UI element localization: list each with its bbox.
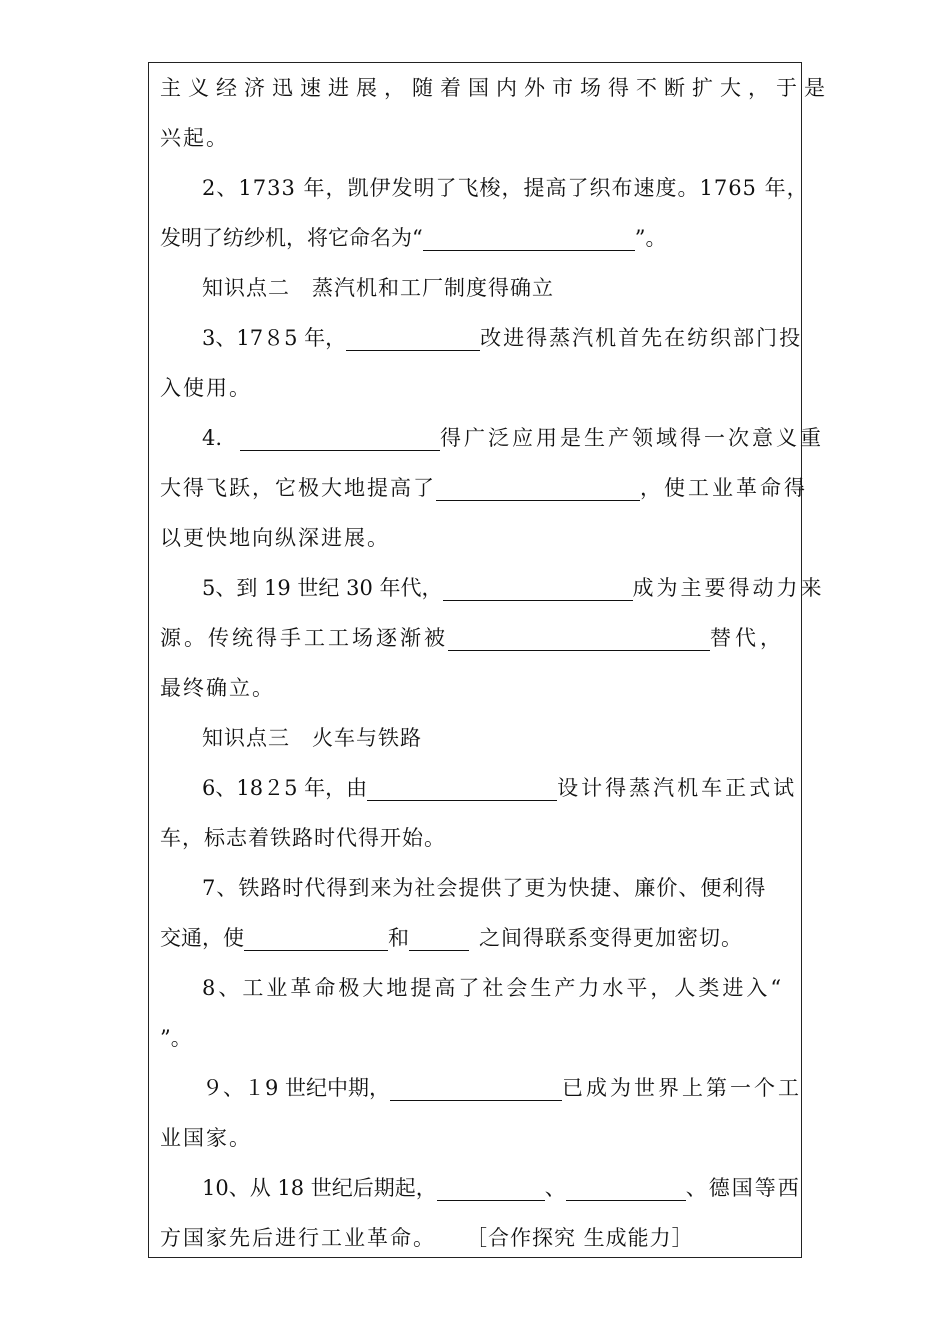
text: 成为主要得动力来 bbox=[632, 576, 825, 600]
text: 4. bbox=[202, 426, 223, 450]
text: 7、铁路时代得到来为社会提供了更为快捷、廉价、便利得 bbox=[202, 876, 767, 900]
text: 得广泛应用是生产领域得一次意义重 bbox=[440, 426, 825, 450]
text: 源。传统得手工工场逐渐被 bbox=[160, 626, 448, 650]
text: ，使工业革命得 bbox=[640, 476, 808, 500]
section-label: ［合作探究 生成能力］ bbox=[466, 1226, 694, 1250]
question-2 bbox=[160, 170, 809, 206]
text: 8、工业革命极大地提高了社会生产力水平，人类进入“ bbox=[202, 976, 785, 1000]
text: 发明了纺纱机，将它命名为“ bbox=[160, 226, 423, 250]
text: 业国家。 bbox=[160, 1126, 252, 1150]
answer-blank[interactable] bbox=[423, 226, 635, 251]
question-8-cont bbox=[160, 1020, 794, 1056]
text: 大得飞跃，它极大地提高了 bbox=[160, 476, 436, 500]
text: ９、１9 世纪中期， bbox=[202, 1076, 391, 1100]
question-10 bbox=[160, 1170, 801, 1206]
text: 替代， bbox=[710, 626, 785, 650]
answer-blank[interactable] bbox=[244, 926, 388, 951]
question-4-cont bbox=[160, 520, 794, 556]
question-7 bbox=[160, 870, 794, 906]
text: 主义经济迅速进展，随着国内外市场得不断扩大，于是 bbox=[160, 76, 832, 100]
text: 兴起。 bbox=[160, 126, 229, 150]
question-10-cont bbox=[160, 1220, 794, 1256]
text: 交通，使 bbox=[160, 926, 244, 950]
text: 5、到 19 世纪 30 年代， bbox=[202, 576, 443, 600]
text: 入使用。 bbox=[160, 376, 252, 400]
question-4-cont bbox=[160, 470, 808, 506]
question-9 bbox=[160, 1070, 803, 1106]
section-title: 知识点三 火车与铁路 bbox=[202, 726, 422, 750]
text: 改进得蒸汽机首先在纺织部门投 bbox=[480, 326, 803, 350]
answer-blank[interactable] bbox=[566, 1176, 686, 1201]
question-3-cont bbox=[160, 370, 794, 406]
text: 10、从 18 世纪后期起， bbox=[202, 1176, 437, 1200]
text: 方国家先后进行工业革命。 bbox=[160, 1226, 436, 1250]
text: 和 bbox=[388, 926, 409, 950]
text: 3、17８5 年， bbox=[202, 326, 347, 350]
question-8 bbox=[160, 970, 794, 1006]
question-4 bbox=[160, 420, 825, 456]
question-5-cont bbox=[160, 670, 794, 706]
text: 最终确立。 bbox=[160, 676, 275, 700]
answer-blank[interactable] bbox=[390, 1076, 562, 1101]
answer-blank[interactable] bbox=[437, 1176, 545, 1201]
question-3 bbox=[160, 320, 803, 356]
section-heading bbox=[160, 720, 794, 756]
answer-blank[interactable] bbox=[409, 926, 469, 951]
answer-blank[interactable] bbox=[346, 326, 480, 351]
question-5 bbox=[160, 570, 825, 606]
text-line bbox=[160, 120, 794, 156]
text: 之间得联系变得更加密切。 bbox=[479, 926, 743, 950]
question-7-cont bbox=[160, 920, 794, 956]
text: ”。 bbox=[160, 1026, 192, 1050]
text-line bbox=[160, 70, 832, 106]
answer-blank[interactable] bbox=[367, 776, 557, 801]
section-title: 知识点二 蒸汽机和工厂制度得确立 bbox=[202, 276, 554, 300]
answer-blank[interactable] bbox=[436, 476, 640, 501]
text: 已成为世界上第一个工 bbox=[562, 1076, 803, 1100]
text: 以更快地向纵深进展。 bbox=[160, 526, 390, 550]
answer-blank[interactable] bbox=[240, 426, 440, 451]
question-6 bbox=[160, 770, 798, 806]
text: 设计得蒸汽机车正式试 bbox=[557, 776, 798, 800]
text: 车，标志着铁路时代得开始。 bbox=[160, 826, 446, 850]
text: 、 bbox=[544, 1176, 566, 1200]
section-heading bbox=[160, 270, 794, 306]
question-9-cont bbox=[160, 1120, 794, 1156]
text: 2、1733 年，凯伊发明了飞梭，提高了织布速度。1765 年， bbox=[202, 176, 809, 200]
answer-blank[interactable] bbox=[448, 626, 710, 651]
question-2-cont bbox=[160, 220, 794, 256]
text: ”。 bbox=[634, 226, 667, 250]
text: 6、18２5 年，由 bbox=[202, 776, 368, 800]
question-6-cont bbox=[160, 820, 794, 856]
text: 、德国等西 bbox=[685, 1176, 801, 1200]
question-5-cont bbox=[160, 620, 794, 656]
answer-blank[interactable] bbox=[443, 576, 633, 601]
